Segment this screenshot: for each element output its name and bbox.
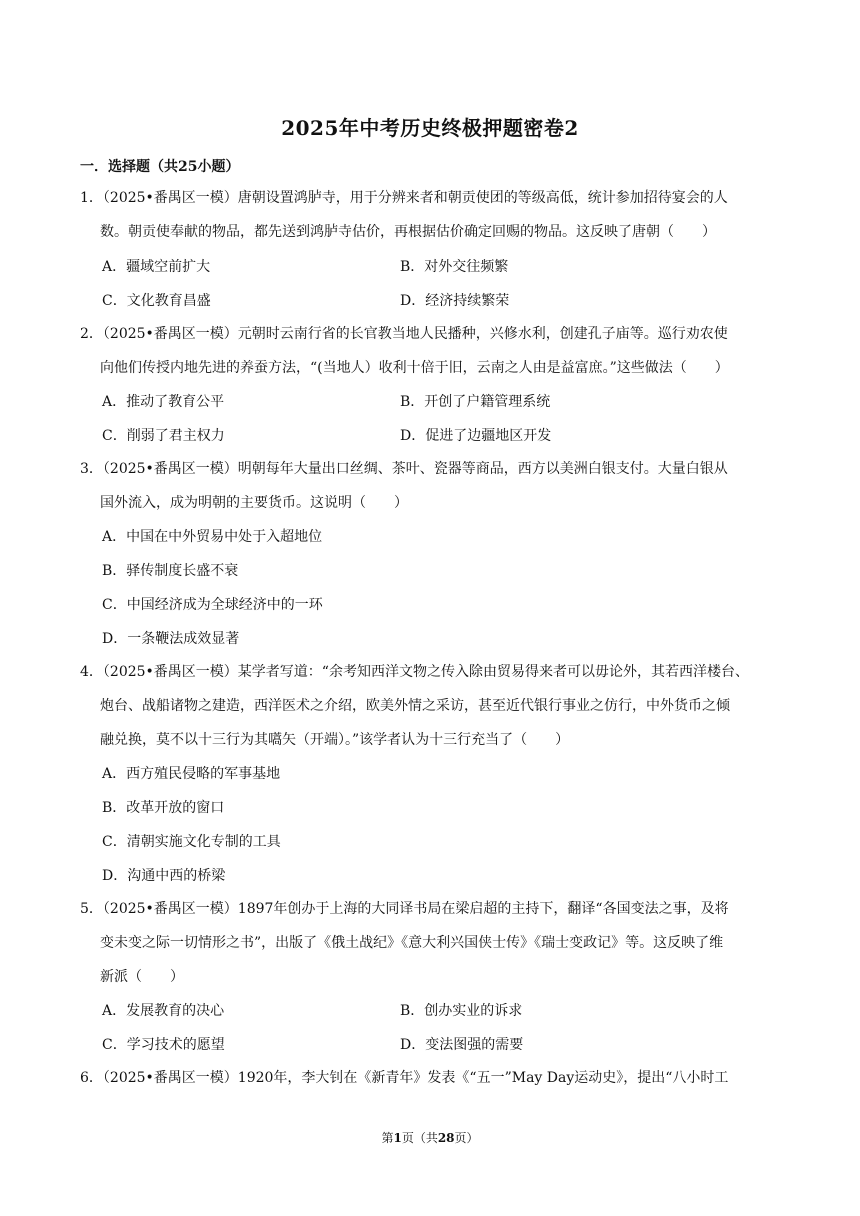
question-2-option-a: A．推动了教育公平 <box>102 394 225 410</box>
question-3-line-1: 3．（2025•番禺区一模）明朝每年大量出口丝绸、茶叶、瓷器等商品，西方以美洲白银支付。大量白银从 <box>80 461 728 477</box>
question-2-line-2: 向他们传授内地先进的养蚕方法，“(当地人）收利十倍于旧，云南之人由是益富庶。”这些做法（ ） <box>100 360 729 376</box>
question-3-line-2: 国外流入，成为明朝的主要货币。这说明（ ） <box>100 495 408 511</box>
page-title: 2025年中考历史终极押题密卷2 <box>281 116 579 140</box>
question-4-option-d: D．沟通中西的桥梁 <box>102 868 226 884</box>
question-5-option-c: C．学习技术的愿望 <box>102 1037 225 1053</box>
question-5-option-a: A．发展教育的决心 <box>102 1003 225 1019</box>
page-footer <box>0 1129 860 1146</box>
question-4-line-1: 4．（2025•番禺区一模）某学者写道：“余考知西洋文物之传入除由贸易得来者可以毋论外，其若西洋楼台、 <box>80 664 749 680</box>
footer-page-number: 1 <box>393 1131 402 1145</box>
question-4 <box>80 655 782 757</box>
question-5-option-b: B．创办实业的诉求 <box>400 1003 523 1019</box>
question-2-option-d: D．促进了边疆地区开发 <box>400 428 552 444</box>
question-3 <box>80 452 782 520</box>
question-3-option-b: B．驿传制度长盛不衰 <box>102 563 239 579</box>
question-4-option-b: B．改革开放的窗口 <box>102 800 225 816</box>
question-2-option-c: C．削弱了君主权力 <box>102 428 225 444</box>
question-4-line-3: 融兑换，莫不以十三行为其嚆矢（开端）。”该学者认为十三行充当了（ ） <box>100 732 570 748</box>
footer-prefix: 第 <box>381 1131 394 1145</box>
question-1-option-b: B．对外交往频繁 <box>400 259 509 275</box>
question-4-line-2: 炮台、战船诸物之建造，西洋医术之介绍，欧美外情之采访，甚至近代银行事业之仿行，中外货币之倾 <box>100 698 730 714</box>
question-4-option-a: A．西方殖民侵略的军事基地 <box>102 766 281 782</box>
question-6-line-1: 6．（2025•番禺区一模）1920年，李大钊在《新青年》发表《“五一”May Day运动史》，提出“八小时工 <box>80 1070 729 1086</box>
question-3-option-c: C．中国经济成为全球经济中的一环 <box>102 597 323 613</box>
question-5-line-3: 新派（ ） <box>100 969 184 985</box>
question-1 <box>80 181 782 249</box>
question-5 <box>80 892 782 994</box>
question-1-option-a: A．疆域空前扩大 <box>102 259 211 275</box>
question-1-line-2: 数。朝贡使奉献的物品，都先送到鸿胪寺估价，再根据估价确定回赐的物品。这反映了唐朝（ ） <box>100 224 716 240</box>
question-2 <box>80 317 782 385</box>
footer-total-pages: 28 <box>437 1131 455 1145</box>
question-5-line-2: 变未变之际一切情形之书”，出版了《俄土战纪》《意大利兴国侠士传》《瑞士变政记》等。这反映了维 <box>100 935 724 951</box>
question-5-option-d: D．变法图强的需要 <box>400 1037 524 1053</box>
section-heading: 一．选择题（共25小题） <box>80 159 240 175</box>
question-4-option-c: C．清朝实施文化专制的工具 <box>102 834 281 850</box>
question-1-option-c: C．文化教育昌盛 <box>102 293 211 309</box>
footer-middle: 页（共 <box>401 1131 438 1145</box>
question-5-line-1: 5．（2025•番禺区一模）1897年创办于上海的大同译书局在梁启超的主持下，翻译“各国变法之事，及将 <box>80 901 729 917</box>
question-1-option-d: D．经济持续繁荣 <box>400 293 510 309</box>
question-6 <box>80 1061 782 1095</box>
question-2-option-b: B．开创了户籍管理系统 <box>400 394 551 410</box>
question-3-option-d: D．一条鞭法成效显著 <box>102 631 240 647</box>
question-2-line-1: 2．（2025•番禺区一模）元朝时云南行省的长官教当地人民播种，兴修水利，创建孔子庙等。巡行劝农使 <box>80 326 728 342</box>
question-1-line-1: 1．（2025•番禺区一模）唐朝设置鸿胪寺，用于分辨来者和朝贡使团的等级高低，统计参加招待宴会的人 <box>80 190 728 206</box>
question-3-option-a: A．中国在中外贸易中处于入超地位 <box>102 529 323 545</box>
footer-suffix: 页） <box>454 1131 479 1145</box>
